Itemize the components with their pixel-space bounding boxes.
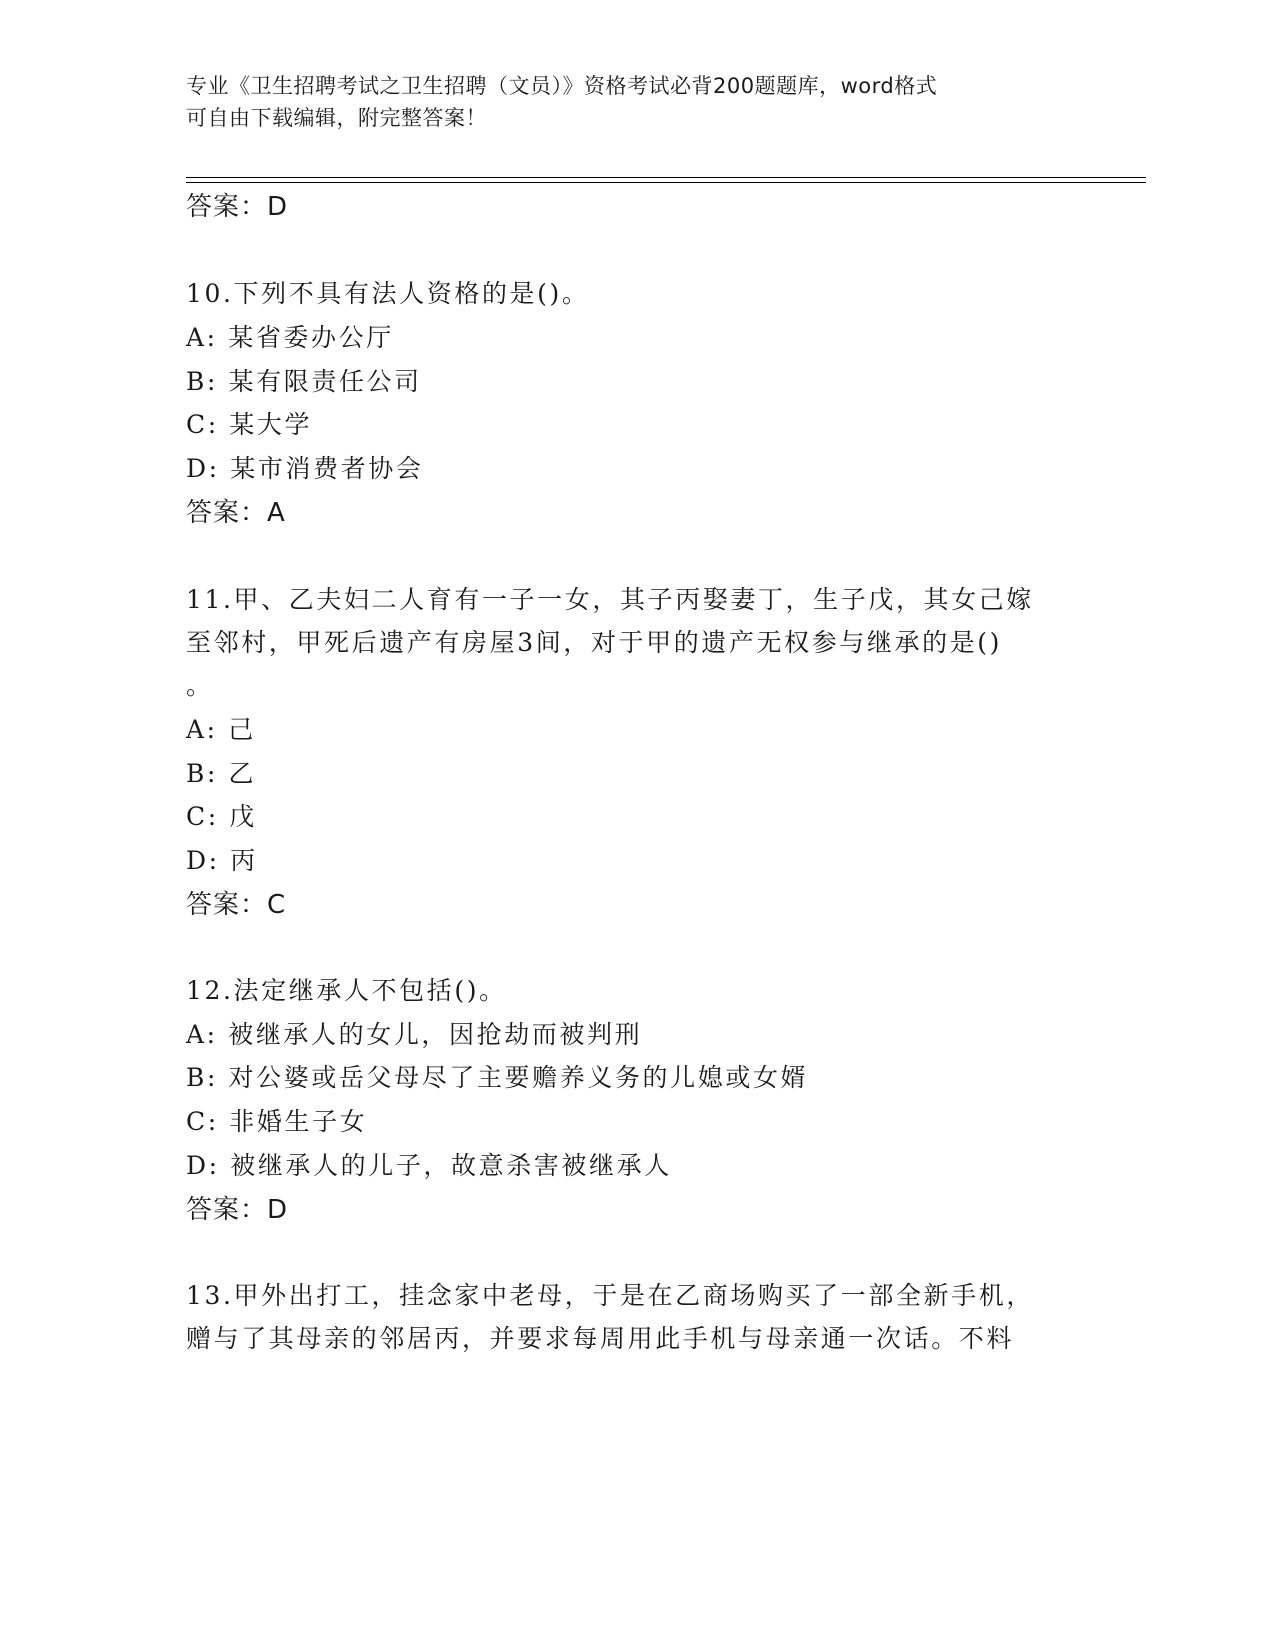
question-12-option-c: C: 非婚生子女: [186, 1107, 368, 1136]
question-11-option-b: B: 乙: [186, 759, 257, 788]
question-10-option-a: A: 某省委办公厅: [186, 323, 394, 352]
question-10-option-d: D: 某市消费者协会: [186, 454, 424, 483]
question-11-text-line-3: 。: [186, 671, 214, 700]
header-divider-bottom: [186, 182, 1146, 183]
answer-q11: 答案：C: [186, 890, 287, 920]
question-13-text-line-2: 赠与了其母亲的邻居丙，并要求每周用此手机与母亲通一次话。不料: [186, 1324, 1015, 1353]
question-11-text-line-2: 至邻村，甲死后遗产有房屋3间，对于甲的遗产无权参与继承的是(): [186, 628, 1003, 657]
question-11-text-line-1: 11.甲、乙夫妇二人育有一子一女，其子丙娶妻丁，生子戊，其女己嫁: [186, 585, 1034, 614]
answer-q10: 答案：A: [186, 498, 286, 528]
answer-q12: 答案：D: [186, 1195, 289, 1225]
question-12-text: 12.法定继承人不包括()。: [186, 976, 507, 1005]
header-divider-top: [186, 177, 1146, 178]
question-13-text-line-1: 13.甲外出打工，挂念家中老母，于是在乙商场购买了一部全新手机，: [186, 1281, 1034, 1310]
question-12-option-d: D: 被继承人的儿子，故意杀害被继承人: [186, 1151, 672, 1180]
header-line-1: 专业《卫生招聘考试之卫生招聘（文员）》资格考试必背200题题库，word格式: [186, 74, 938, 98]
question-12-option-b: B: 对公婆或岳父母尽了主要赡养义务的儿媳或女婿: [186, 1063, 809, 1092]
page-header: [186, 70, 1066, 134]
answer-q9: 答案：D: [186, 192, 289, 222]
question-10-option-b: B: 某有限责任公司: [186, 367, 422, 396]
header-line-2: 可自由下载编辑，附完整答案！: [186, 106, 487, 130]
question-11-option-a: A: 己: [186, 715, 256, 744]
question-12-option-a: A: 被继承人的女儿，因抢劫而被判刑: [186, 1020, 643, 1049]
question-10-option-c: C: 某大学: [186, 410, 313, 439]
question-11-option-c: C: 戊: [186, 802, 257, 831]
question-10-text: 10.下列不具有法人资格的是()。: [186, 279, 590, 308]
question-11-option-d: D: 丙: [186, 846, 258, 875]
